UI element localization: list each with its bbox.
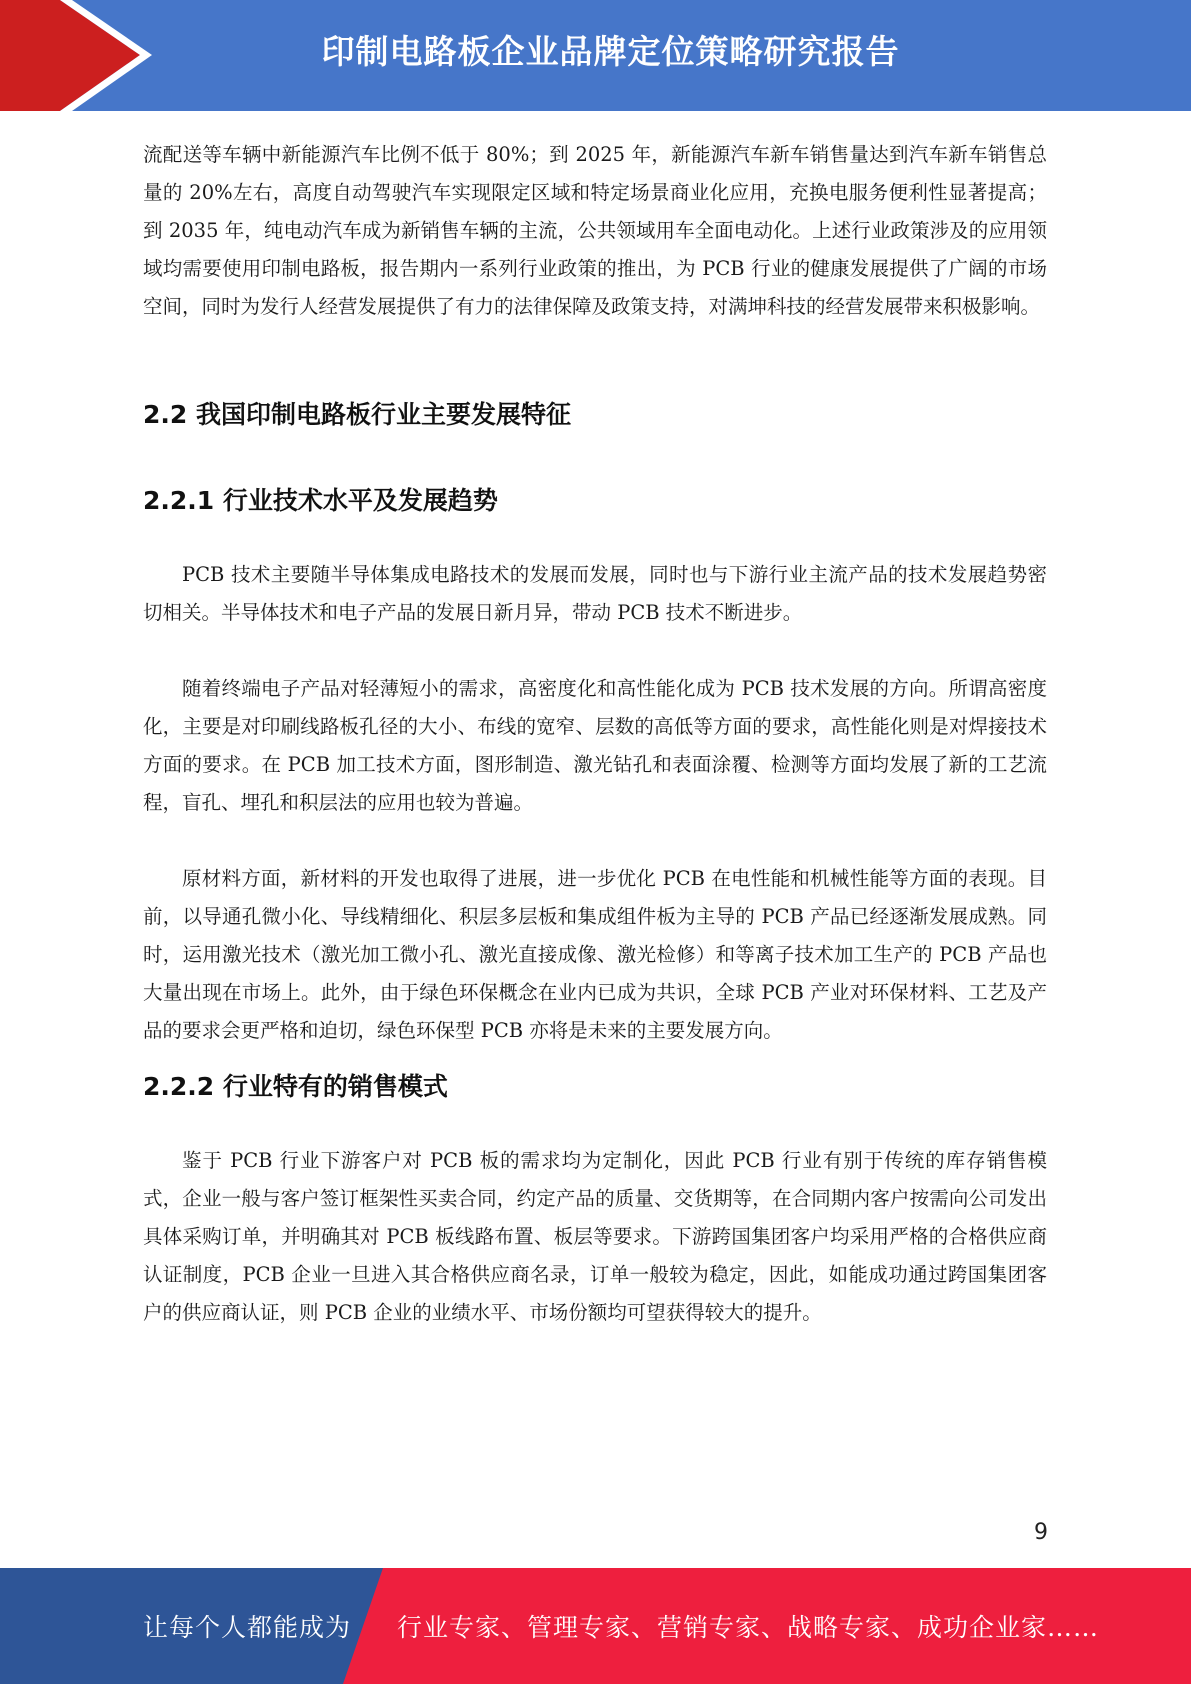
footer-slogan-left: 让每个人都能成为 xyxy=(143,1613,352,1642)
intro-paragraph: 流配送等车辆中新能源汽车比例不低于 80%；到 2025 年，新能源汽车新车销售量达到汽车新车销售总量的 20%左右，高度自动驾驶汽车实现限定区域和特定场景商业化应用，充换电服务便利性显著提高；到 2035 年，纯电动汽车成为新销售车辆的主流，公共领域用车全面电动化。上述行业政策涉及的应用领域均需要使用印制电路板，报告期内一系列行业政策的推出，为 PCB 行业的健康发展提供了广阔的市场空间，同时为发行人经营发展提供了有力的法律保障及政策支持，对满坤科技的经营发展带来积极影响。 xyxy=(143,143,1047,318)
page-footer xyxy=(0,1568,1191,1684)
page-header xyxy=(0,0,1191,111)
tech-paragraph-1: PCB 技术主要随半导体集成电路技术的发展而发展，同时也与下游行业主流产品的技术发展趋势密切相关。半导体技术和电子产品的发展日新月异，带动 PCB 技术不断进步。 xyxy=(143,563,1047,624)
tech-paragraph-3: 原材料方面，新材料的开发也取得了进展，进一步优化 PCB 在电性能和机械性能等方面的表现。目前，以导通孔微小化、导线精细化、积层多层板和集成组件板为主导的 PCB 产品已经逐渐发展成熟。同时，运用激光技术（激光加工微小孔、激光直接成像、激光检修）和等离子技术加工生产的 PCB 产品也大量出现在市场上。此外，由于绿色环保概念在业内已成为共识，全球 PCB 产业对环保材料、工艺及产品的要求会更严格和迫切，绿色环保型 PCB 亦将是未来的主要发展方向。 xyxy=(143,867,1047,1042)
page-number: 9 xyxy=(1034,1520,1048,1545)
page-content xyxy=(143,136,1047,1332)
report-title: 印制电路板企业品牌定位策略研究报告 xyxy=(321,32,900,71)
footer-slogan-right: 行业专家、管理专家、营销专家、战略专家、成功企业家…… xyxy=(397,1613,1100,1642)
section-heading-2-2-1: 2.2.1 行业技术水平及发展趋势 xyxy=(143,486,498,515)
section-heading-2-2: 2.2 我国印制电路板行业主要发展特征 xyxy=(143,400,571,429)
tech-paragraph-2: 随着终端电子产品对轻薄短小的需求，高密度化和高性能化成为 PCB 技术发展的方向。所谓高密度化，主要是对印刷线路板孔径的大小、布线的宽窄、层数的高低等方面的要求，高性能化则是对焊接技术方面的要求。在 PCB 加工技术方面，图形制造、激光钻孔和表面涂覆、检测等方面均发展了新的工艺流程，盲孔、埋孔和积层法的应用也较为普遍。 xyxy=(143,677,1047,814)
section-heading-2-2-2: 2.2.2 行业特有的销售模式 xyxy=(143,1072,448,1101)
sales-paragraph-1: 鉴于 PCB 行业下游客户对 PCB 板的需求均为定制化，因此 PCB 行业有别于传统的库存销售模式，企业一般与客户签订框架性买卖合同，约定产品的质量、交货期等，在合同期内客户按需向公司发出具体采购订单，并明确其对 PCB 板线路布置、板层等要求。下游跨国集团客户均采用严格的合格供应商认证制度，PCB 企业一旦进入其合格供应商名录，订单一般较为稳定，因此，如能成功通过跨国集团客户的供应商认证，则 PCB 企业的业绩水平、市场份额均可望获得较大的提升。 xyxy=(143,1149,1047,1324)
